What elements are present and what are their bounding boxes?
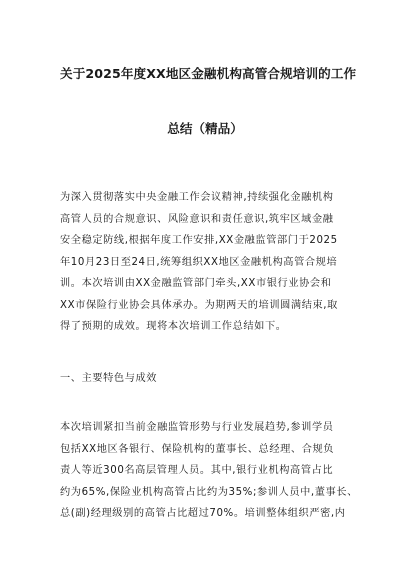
document-title: 关于2025年度XX地区金融机构高管合规培训的工作 (60, 66, 357, 81)
section-paragraph (60, 417, 356, 525)
document-subtitle: 总结（精品） (167, 121, 243, 136)
text-line: 年10月23日至24日,统筹组织XX地区金融机构高管合规培 (60, 256, 338, 268)
text-line: 包括XX地区各银行、保险机构的董事长、总经理、合规负 (60, 443, 335, 455)
text-line: 训。本次培训由XX金融监管部门牵头,XX市银行业协会和 (60, 278, 332, 289)
text-line: 为深入贯彻落实中央金融工作会议精神,持续强化金融机构 (60, 192, 334, 203)
text-line: 责人等近300名高层管理人员。其中,银行业机构高管占比 (60, 465, 334, 476)
text-line: XX市保险行业协会具体承办。为期两天的培训圆满结束,取 (60, 299, 338, 311)
text-line: 安全稳定防线,根据年度工作安排,XX金融监管部门于2025 (60, 235, 338, 246)
text-line: 高管人员的合规意识、风险意识和责任意识,筑牢区域金融 (60, 213, 334, 225)
section-heading-text: 一、主要特色与成效 (60, 373, 158, 384)
intro-paragraph (60, 187, 356, 338)
text-line: 约为65%,保险业机构高管占比约为35%;参训人员中,董事长、 (60, 486, 358, 498)
section-heading (60, 368, 356, 390)
text-line: 本次培训紧扣当前金融监管形势与行业发展趋势,参训学员 (60, 422, 334, 433)
text-line: 总(副)经理级别的高管占比超过70%。培训整体组织严密,内 (60, 508, 346, 519)
text-line: 得了预期的成效。现将本次培训工作总结如下。 (60, 321, 287, 332)
